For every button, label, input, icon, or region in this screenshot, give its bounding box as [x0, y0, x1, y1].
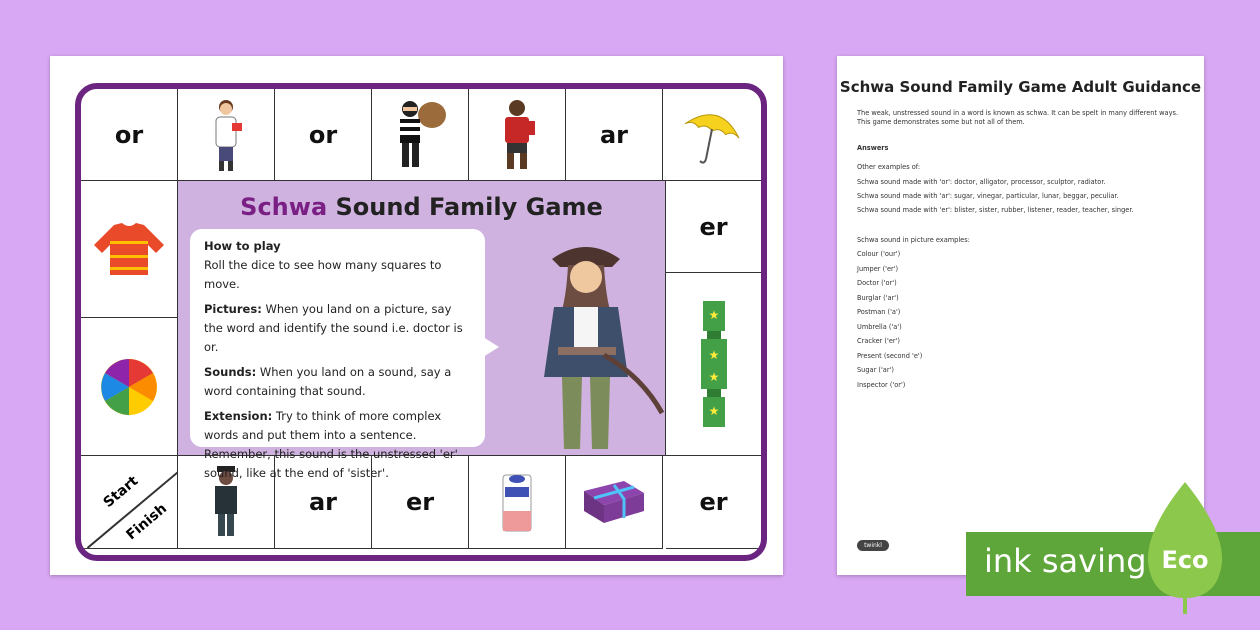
how-to-play-text: Roll the dice to see how many squares to move.	[204, 258, 442, 291]
square-top-5	[469, 89, 566, 181]
pictures-label: Pictures:	[204, 302, 262, 316]
picture-examples-heading: Schwa sound in picture examples:	[857, 236, 970, 244]
list-item: Colour ('our')	[857, 250, 901, 258]
other-examples-label: Other examples of:	[857, 163, 921, 171]
square-top-1	[81, 89, 178, 181]
square-bottom-4	[469, 456, 566, 549]
doctor-icon	[206, 97, 246, 173]
list-item: Postman ('a')	[857, 308, 901, 316]
list-item: Jumper ('er')	[857, 264, 899, 273]
present-icon	[580, 477, 648, 527]
ar-examples: Schwa sound made with 'ar': sugar, vinegar, particular, lunar, beggar, peculiar.	[857, 192, 1119, 200]
sugar-icon	[499, 469, 535, 535]
eco-leaf-icon	[1144, 480, 1226, 615]
game-board	[75, 83, 767, 561]
extension-text: Try to think of more complex words and put them into a sentence. Remember, this sound is the unstressed 'er' sound, like at the end of 'sister'.	[204, 409, 458, 480]
svg-text:★: ★	[708, 404, 719, 418]
square-left-1	[81, 181, 178, 318]
pictures-text: When you land on a picture, say the word and identify the sound i.e. doctor is or.	[204, 302, 463, 354]
instructions-bubble	[190, 229, 485, 480]
finish-label: Finish	[123, 500, 171, 544]
title-accent: Schwa	[240, 193, 328, 221]
square-right-3	[666, 456, 761, 549]
cracker-icon	[699, 301, 729, 427]
list-item: Doctor ('or')	[857, 279, 897, 287]
extension-label: Extension:	[204, 409, 273, 423]
square-label: er	[699, 488, 728, 516]
square-top-6	[566, 89, 663, 181]
square-label: er	[405, 488, 435, 516]
umbrella-icon	[680, 103, 744, 167]
square-label: ar	[599, 120, 629, 149]
title-rest: Sound Family Game	[327, 193, 603, 221]
instructions-panel	[178, 181, 666, 480]
svg-text:★: ★	[708, 348, 719, 362]
pirate-icon	[516, 237, 666, 452]
square-left-2	[81, 318, 178, 456]
svg-text:★: ★	[708, 370, 719, 384]
guidance-intro: The weak, unstressed sound in a word is known as schwa. It can be spelt in many different ways. This game demonstrates some but not all of them.	[857, 109, 1179, 126]
svg-text:★: ★	[708, 308, 719, 322]
game-board-sheet	[50, 56, 783, 575]
square-top-2	[178, 89, 275, 181]
square-bottom-5	[566, 456, 663, 549]
start-label: Start	[100, 473, 142, 511]
postman-icon	[495, 97, 539, 173]
square-right-1	[666, 181, 761, 273]
square-top-4	[372, 89, 469, 181]
colour-wheel-icon	[99, 357, 159, 417]
or-examples: Schwa sound made with 'or': doctor, alligator, processor, sculptor, radiator.	[857, 178, 1106, 186]
ink-saving-text: ink saving	[984, 542, 1147, 580]
list-item: Present (second 'e')	[857, 351, 923, 360]
square-label: or	[308, 120, 338, 149]
twinkl-logo: twinkl	[857, 540, 889, 551]
guidance-title: Schwa Sound Family Game Adult Guidance	[839, 78, 1202, 96]
answers-heading: Answers	[857, 144, 889, 152]
game-title	[178, 193, 665, 221]
square-label: ar	[308, 488, 338, 516]
er-examples: Schwa sound made with 'er': blister, sister, rubber, listener, reader, teacher, singer.	[857, 206, 1134, 214]
sounds-text: When you land on a sound, say a word containing that sound.	[204, 365, 452, 398]
square-label: or	[114, 120, 144, 149]
list-item: Inspector ('or')	[857, 380, 906, 389]
start-finish-square	[81, 456, 178, 549]
list-item: Burglar ('ar')	[857, 293, 899, 302]
square-top-3	[275, 89, 372, 181]
sounds-label: Sounds:	[204, 365, 257, 379]
square-right-2	[666, 273, 761, 456]
list-item: Cracker ('er')	[857, 337, 900, 345]
how-to-play-heading: How to play	[204, 239, 281, 253]
list-item: Sugar ('ar')	[857, 366, 894, 374]
picture-examples-list	[857, 250, 1187, 395]
jumper-icon	[92, 221, 166, 277]
list-item: Umbrella ('a')	[857, 322, 902, 331]
eco-label: Eco	[1161, 546, 1209, 574]
burglar-icon	[390, 97, 450, 173]
square-top-7	[663, 89, 761, 181]
square-label: er	[699, 212, 728, 241]
